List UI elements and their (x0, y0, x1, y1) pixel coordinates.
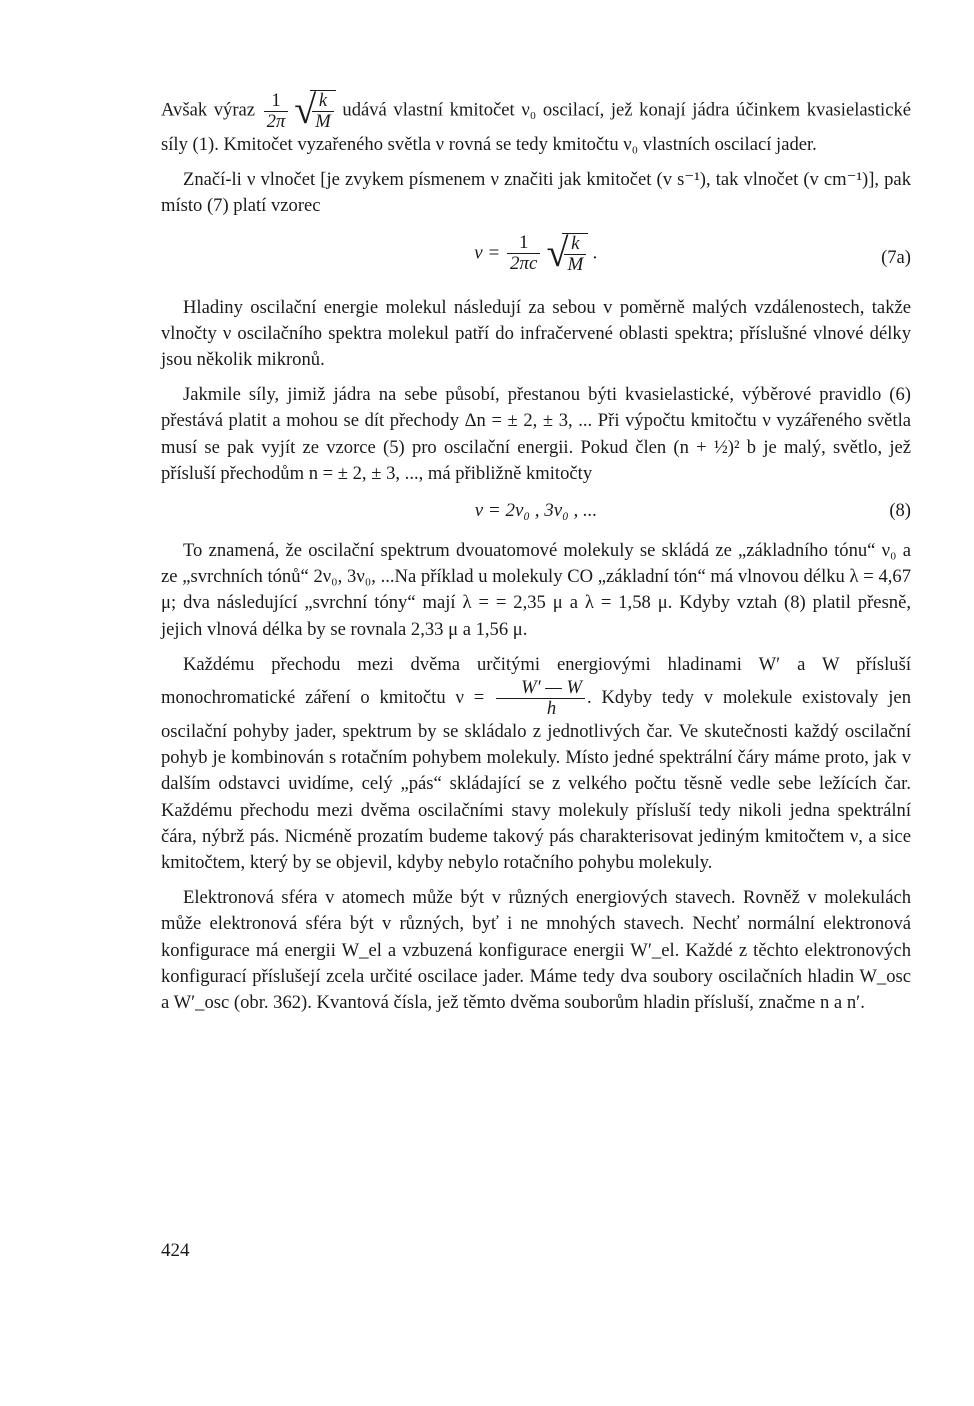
paragraph-1 (161, 87, 911, 158)
paragraph-6-rest: . Kdyby tedy v molekule existovaly jen oscilační pohyby jader, spektrum by se skládalo z jednotlivých čar. Ve skutečnosti každý oscilační pohyb je kombinován s rotačním pohybem molekuly. Místo jedné spektrální čáry máme proto, jak v dalším odstavci uvidíme, celý „pás“ skládající se z velkého počtu těsně vedle sebe ležících čar. Každému přechodu mezi dvěma oscilačními stavy molekuly přísluší tedy nikoli jedna spektrální čára, nýbrž pás. Nicméně prozatím budeme takový pás charakterisovat jediným kmitočtem ν, a sice kmitočtem, který by se objevil, kdyby nebylo rotačního pohybu molekuly. (161, 686, 911, 874)
sqrt-numerator: k (318, 90, 328, 111)
fraction-numerator: 1 (271, 89, 281, 111)
sqrt-numerator: k (571, 232, 580, 254)
radical-sign: √ (294, 87, 317, 132)
equation-7a-sqrt (546, 229, 588, 275)
equation-7a-tail: . (588, 241, 598, 263)
paragraph-3: Hladiny oscilační energie molekul následují za sebou v poměrně malých vzdálenostech, takže vlnočty ν oscilačního spektra molekul patří do infračervené oblasti spektra; příslušné vlnové délky jsou několik mikronů. (161, 296, 911, 371)
equation-7a-label: (7a) (881, 246, 911, 268)
body-text (161, 87, 911, 1025)
equation-8 (161, 496, 911, 526)
fraction-1-over-2pi (264, 91, 289, 132)
equation-7a (161, 229, 911, 287)
paragraph-7: Elektronová sféra v atomech může být v různých energiových stavech. Rovněž v molekulách může elektronová sféra být v různých, byť i ne mnohých stavech. Nechť normální elektronová konfigurace má energii W_el a vzbuzená konfigurace energii W′_el. Každé z těchto elektronových konfigurací příslušejí zcela určité oscilace jader. Máme tedy dva soubory oscilačních hladin W_osc a W′_osc (obr. 362). Kvantová čísla, jež těmto dvěma souborům hladin přísluší, značme n a n′. (161, 887, 911, 1014)
paragraph-6 (161, 652, 911, 876)
sqrt-denominator: M (312, 111, 334, 132)
paragraph-1-rest: udává vlastní kmitočet ν₀ oscilací, jež konají jádra účinkem kvasielastické síly (1). Kmitočet vyzařeného světla ν rovná se tedy kmitočtu ν₀ vlastních oscilací jader. (161, 99, 911, 155)
fraction-denominator: 2πc (507, 253, 540, 274)
sqrt-denominator: M (564, 254, 586, 275)
equation-7a-lhs: ν = (474, 241, 501, 263)
fraction-numerator: W′ — W (521, 677, 582, 699)
paragraph-1-start: Avšak výraz (161, 99, 262, 121)
paragraph-6-start: Každému přechodu mezi dvěma určitými energiovými hladinami W′ a W přísluší monochromatické záření o kmitočtu ν = (161, 653, 911, 708)
paragraph-2: Značí-li ν vlnočet [je zvykem písmenem ν značiti jak kmitočet (v s⁻¹), tak vlnočet (v cm⁻¹)], pak místo (7) platí vzorec (161, 169, 911, 217)
equation-7a-fraction (507, 233, 540, 274)
page-number: 424 (161, 1240, 190, 1261)
fraction-energy-difference-over-h (496, 678, 585, 719)
radical-sign: √ (546, 229, 569, 275)
paragraph-5: To znamená, že oscilační spektrum dvouatomové molekuly se skládá ze „základního tónu“ ν₀ a ze „svrchních tónů“ 2ν₀, 3ν₀, ...Na příklad u molekuly CO „základní tón“ má vlnovou délku λ = 4,67 μ; dva následující „svrchní tóny“ mají λ = = 2,35 μ a λ = 1,58 μ. Kdyby vztah (8) platil přesně, jejich vlnová délka by se rovnala 2,33 μ a 1,56 μ. (161, 540, 911, 640)
paragraph-4: Jakmile síly, jimiž jádra na sebe působí, přestanou býti kvasielastické, výběrové pravidlo (6) přestává platit a mohou se dít přechody Δn = ± 2, ± 3, ... Při výpočtu kmitočtu ν vyzářeného světla musí se pak vyjít ze vzorce (5) pro oscilační energii. Pokud člen (n + ½)² b je malý, světlo, jež přísluší přechodům n = ± 2, ± 3, ..., má přibližně kmitočty (161, 384, 911, 484)
equation-8-body: ν = 2ν₀ , 3ν₀ , ... (474, 500, 598, 522)
fraction-denominator: h (496, 698, 585, 719)
fraction-denominator: 2π (264, 111, 289, 132)
square-root-k-over-m (294, 87, 336, 132)
fraction-numerator: 1 (518, 232, 529, 254)
equation-8-label: (8) (889, 499, 911, 521)
